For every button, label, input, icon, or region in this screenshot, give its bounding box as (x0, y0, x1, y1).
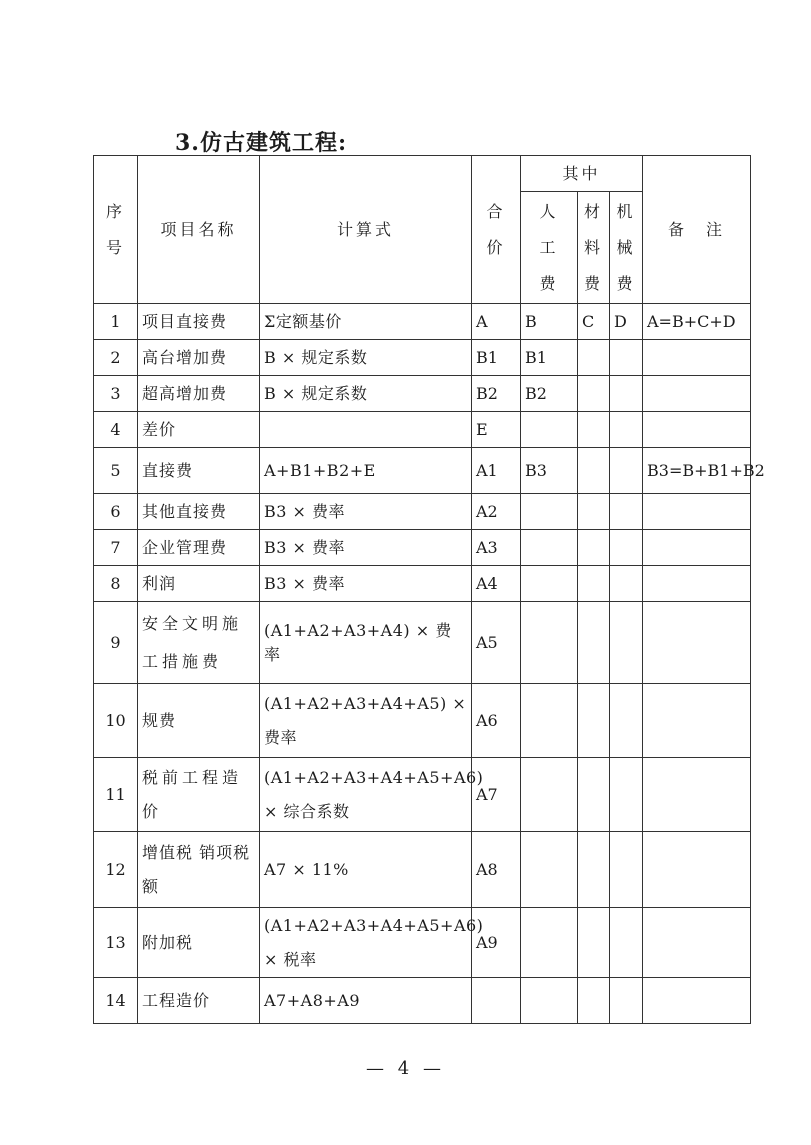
remark (643, 494, 751, 530)
total: B2 (472, 376, 521, 412)
machine-cost (610, 530, 643, 566)
material-cost (578, 376, 610, 412)
row-number: 10 (94, 684, 138, 758)
total: A3 (472, 530, 521, 566)
machine-cost (610, 494, 643, 530)
machine-cost (610, 684, 643, 758)
total: A9 (472, 908, 521, 978)
remark (643, 908, 751, 978)
labor-cost: B1 (521, 340, 578, 376)
header-labor: 人 工 费 (521, 192, 578, 304)
header-item-name: 项目名称 (138, 156, 260, 304)
header-seq: 序 号 (94, 156, 138, 304)
machine-cost: D (610, 304, 643, 340)
material-cost (578, 758, 610, 832)
row-number: 5 (94, 448, 138, 494)
row-number: 7 (94, 530, 138, 566)
machine-cost (610, 448, 643, 494)
row-number: 11 (94, 758, 138, 832)
material-cost (578, 832, 610, 908)
item-name: 项目直接费 (138, 304, 260, 340)
total: A4 (472, 566, 521, 602)
labor-cost (521, 412, 578, 448)
row-number: 14 (94, 978, 138, 1024)
header-of-which: 其中 (521, 156, 643, 192)
total: A5 (472, 602, 521, 684)
remark (643, 340, 751, 376)
remark (643, 602, 751, 684)
table-row (94, 530, 751, 566)
formula: A7 × 11% (260, 832, 472, 908)
formula: B × 规定系数 (260, 340, 472, 376)
item-name: 其他直接费 (138, 494, 260, 530)
labor-cost (521, 978, 578, 1024)
table-row (94, 494, 751, 530)
material-cost (578, 566, 610, 602)
material-cost (578, 602, 610, 684)
total: A2 (472, 494, 521, 530)
row-number: 6 (94, 494, 138, 530)
row-number: 8 (94, 566, 138, 602)
formula: A+B1+B2+E (260, 448, 472, 494)
header-total: 合 价 (472, 156, 521, 304)
item-name: 规费 (138, 684, 260, 758)
row-number: 4 (94, 412, 138, 448)
table-row (94, 340, 751, 376)
table-row (94, 566, 751, 602)
page-title: 3.仿古建筑工程: (175, 130, 348, 156)
cost-calculation-table (93, 155, 765, 1024)
labor-cost (521, 566, 578, 602)
formula: A7+A8+A9 (260, 978, 472, 1024)
remark (643, 832, 751, 908)
material-cost (578, 340, 610, 376)
item-name: 直接费 (138, 448, 260, 494)
labor-cost (521, 684, 578, 758)
material-cost (578, 448, 610, 494)
remark: A=B+C+D (643, 304, 751, 340)
item-name: 差价 (138, 412, 260, 448)
header-formula: 计算式 (260, 156, 472, 304)
table-row (94, 832, 751, 908)
header-material: 材 料 费 (578, 192, 610, 304)
remark: B3=B+B1+B2 (643, 448, 751, 494)
row-number: 13 (94, 908, 138, 978)
row-number: 1 (94, 304, 138, 340)
table-row (94, 304, 751, 340)
row-number: 9 (94, 602, 138, 684)
formula: B × 规定系数 (260, 376, 472, 412)
item-name: 附加税 (138, 908, 260, 978)
remark (643, 978, 751, 1024)
table-row (94, 412, 751, 448)
page-number: — 4 — (366, 1058, 445, 1079)
total: A (472, 304, 521, 340)
item-name: 增值税 销项税额 (138, 832, 260, 908)
row-number: 2 (94, 340, 138, 376)
item-name: 高台增加费 (138, 340, 260, 376)
formula: B3 × 费率 (260, 566, 472, 602)
header-machine: 机 械 费 (610, 192, 643, 304)
machine-cost (610, 758, 643, 832)
labor-cost (521, 832, 578, 908)
remark (643, 376, 751, 412)
machine-cost (610, 978, 643, 1024)
total: A8 (472, 832, 521, 908)
labor-cost (521, 494, 578, 530)
formula: Σ定额基价 (260, 304, 472, 340)
formula: (A1+A2+A3+A4+A5+A6) × 综合系数 (260, 758, 472, 832)
material-cost (578, 684, 610, 758)
labor-cost (521, 602, 578, 684)
machine-cost (610, 832, 643, 908)
item-name: 超高增加费 (138, 376, 260, 412)
machine-cost (610, 376, 643, 412)
formula: (A1+A2+A3+A4+A5+A6) × 税率 (260, 908, 472, 978)
table-row (94, 758, 751, 832)
remark (643, 758, 751, 832)
row-number: 3 (94, 376, 138, 412)
machine-cost (610, 340, 643, 376)
table-row (94, 602, 751, 684)
machine-cost (610, 908, 643, 978)
labor-cost: B3 (521, 448, 578, 494)
header-remark: 备 注 (643, 156, 751, 304)
remark (643, 566, 751, 602)
item-name: 工程造价 (138, 978, 260, 1024)
labor-cost: B (521, 304, 578, 340)
formula: (A1+A2+A3+A4) × 费率 (260, 602, 472, 684)
total: A7 (472, 758, 521, 832)
formula: (A1+A2+A3+A4+A5) × 费率 (260, 684, 472, 758)
item-name: 企业管理费 (138, 530, 260, 566)
formula: B3 × 费率 (260, 494, 472, 530)
material-cost (578, 412, 610, 448)
table-row (94, 684, 751, 758)
material-cost (578, 978, 610, 1024)
total: E (472, 412, 521, 448)
row-number: 12 (94, 832, 138, 908)
material-cost (578, 530, 610, 566)
material-cost (578, 494, 610, 530)
machine-cost (610, 566, 643, 602)
header-row-1 (94, 156, 751, 192)
remark (643, 530, 751, 566)
labor-cost: B2 (521, 376, 578, 412)
remark (643, 684, 751, 758)
table-row (94, 978, 751, 1024)
total: A6 (472, 684, 521, 758)
table-row (94, 376, 751, 412)
table-row (94, 908, 751, 978)
labor-cost (521, 530, 578, 566)
formula: B3 × 费率 (260, 530, 472, 566)
total: B1 (472, 340, 521, 376)
total (472, 978, 521, 1024)
table-row (94, 448, 751, 494)
remark (643, 412, 751, 448)
material-cost (578, 908, 610, 978)
item-name: 利润 (138, 566, 260, 602)
machine-cost (610, 412, 643, 448)
total: A1 (472, 448, 521, 494)
formula (260, 412, 472, 448)
labor-cost (521, 758, 578, 832)
material-cost: C (578, 304, 610, 340)
labor-cost (521, 908, 578, 978)
machine-cost (610, 602, 643, 684)
item-name: 税前工程造价 (138, 758, 260, 832)
item-name: 安全文明施工措施费 (138, 602, 260, 684)
